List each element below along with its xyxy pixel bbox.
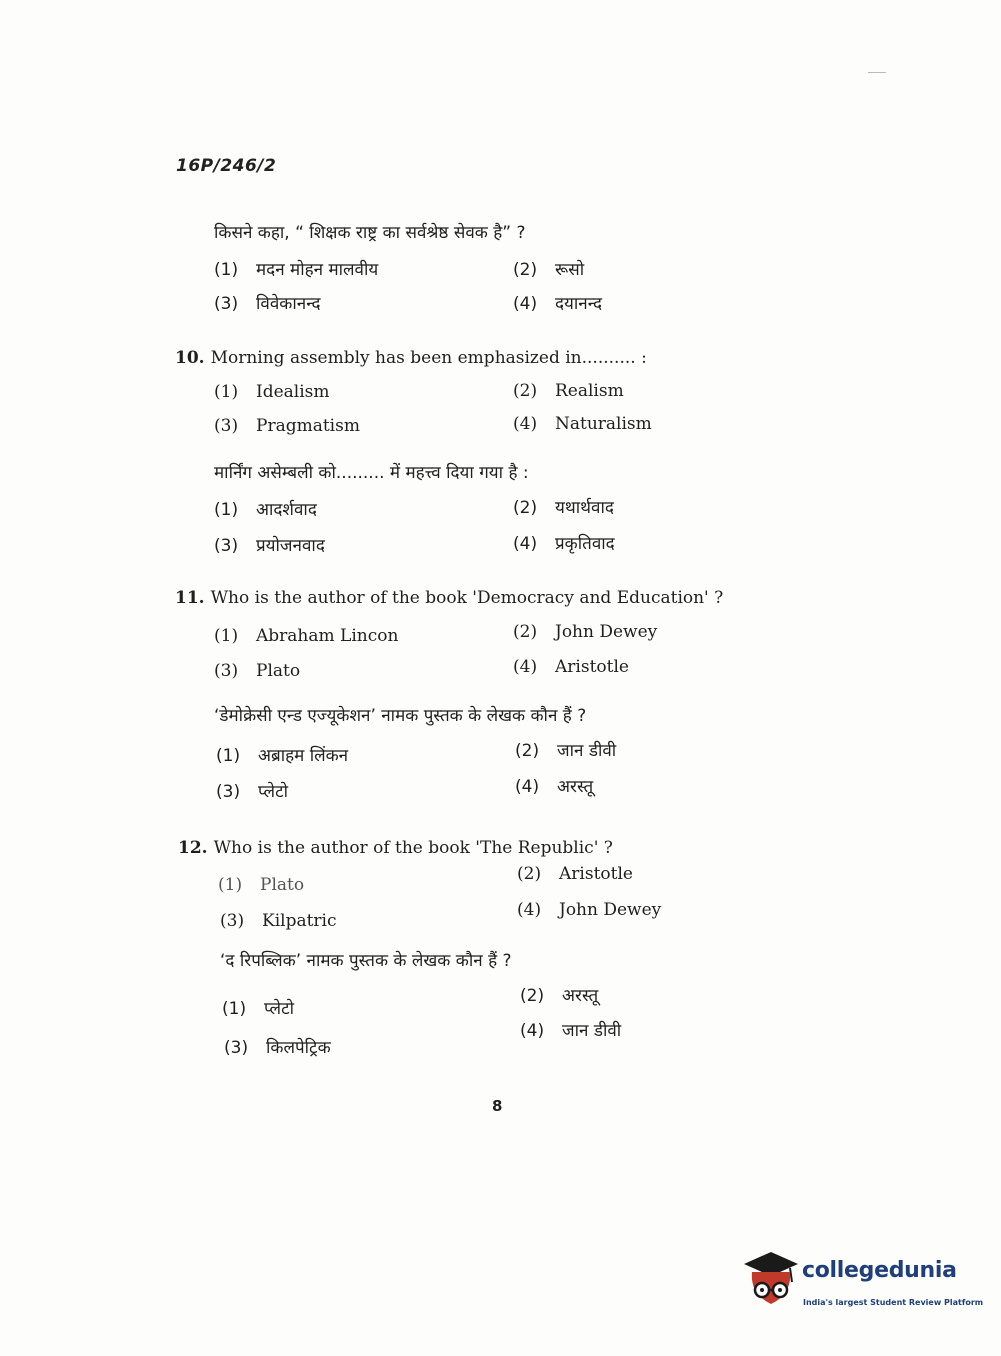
q12-option-1: (1) Plato [218, 875, 305, 895]
q11-hindi-option-4: (4) अरस्तू [515, 777, 594, 797]
q10-hindi-option-2: (2) यथार्थवाद [513, 498, 614, 518]
q10-option-1: (1) Idealism [214, 382, 330, 402]
graduate-cap-mascot-icon [742, 1250, 800, 1312]
q11-number: 11. [175, 588, 205, 608]
q12-option-2: (2) Aristotle [517, 864, 633, 884]
q10-hindi-question: मार्निंग असेम्बली को......... में महत्त्व दिया गया है : [214, 463, 529, 483]
q10-option-2: (2) Realism [513, 381, 624, 401]
q11-hindi-option-1: (1) अब्राहम लिंकन [216, 746, 349, 766]
q11-option-3: (3) Plato [214, 661, 301, 681]
q9-hindi-option-4: (4) दयानन्द [513, 294, 603, 314]
q10-hindi-option-4: (4) प्रकृतिवाद [513, 534, 615, 554]
q12-option-4: (4) John Dewey [517, 900, 662, 920]
q11-option-2: (2) John Dewey [513, 622, 658, 642]
q9-hindi-option-2: (2) रूसो [513, 260, 585, 280]
q11-hindi-question: ‘डेमोक्रेसी एन्ड एज्यूकेशन’ नामक पुस्तक के लेखक कौन हैं ? [214, 706, 587, 726]
logo-tagline: India's largest Student Review Platform [803, 1298, 984, 1307]
q10-option-4: (4) Naturalism [513, 414, 652, 434]
logo-name: collegedunia [802, 1258, 957, 1283]
q12-option-3: (3) Kilpatric [220, 911, 337, 931]
q12-hindi-question: ‘द रिपब्लिक’ नामक पुस्तक के लेखक कौन हैं ? [220, 951, 512, 971]
q10-option-3: (3) Pragmatism [214, 416, 360, 436]
q12-hindi-option-2: (2) अरस्तू [520, 986, 599, 1006]
page-code: 16P/246/2 [176, 156, 277, 176]
q10-hindi-option-3: (3) प्रयोजनवाद [214, 536, 325, 556]
collegedunia-logo[interactable] [742, 1250, 984, 1320]
q9-hindi-option-1: (1) मदन मोहन मालवीय [214, 260, 379, 280]
q11-hindi-option-3: (3) प्लेटो [216, 782, 289, 802]
scan-mark [868, 72, 886, 73]
q11-option-4: (4) Aristotle [513, 657, 629, 677]
page-number: 8 [492, 1097, 503, 1115]
q10-number: 10. [175, 348, 205, 368]
q11-hindi-option-2: (2) जान डीवी [515, 741, 617, 761]
q11-text: Who is the author of the book 'Democracy and Education' ? [210, 588, 724, 608]
q12-text: Who is the author of the book 'The Republic' ? [213, 838, 613, 858]
q11-question [175, 588, 723, 608]
q12-hindi-option-1: (1) प्लेटो [222, 999, 295, 1019]
q12-question [178, 838, 613, 858]
q11-option-1: (1) Abraham Lincon [214, 626, 399, 646]
q10-hindi-option-1: (1) आदर्शवाद [214, 500, 317, 520]
q12-number: 12. [178, 838, 208, 858]
q10-text: Morning assembly has been emphasized in.......... : [210, 348, 647, 368]
q9-hindi-option-3: (3) विवेकानन्द [214, 294, 321, 314]
q12-hindi-option-3: (3) किलपेट्रिक [224, 1038, 331, 1058]
q10-question [175, 348, 647, 368]
q12-hindi-option-4: (4) जान डीवी [520, 1021, 622, 1041]
q9-hindi-question: किसने कहा, “ शिक्षक राष्ट्र का सर्वश्रेष्ठ सेवक है” ? [214, 223, 526, 243]
